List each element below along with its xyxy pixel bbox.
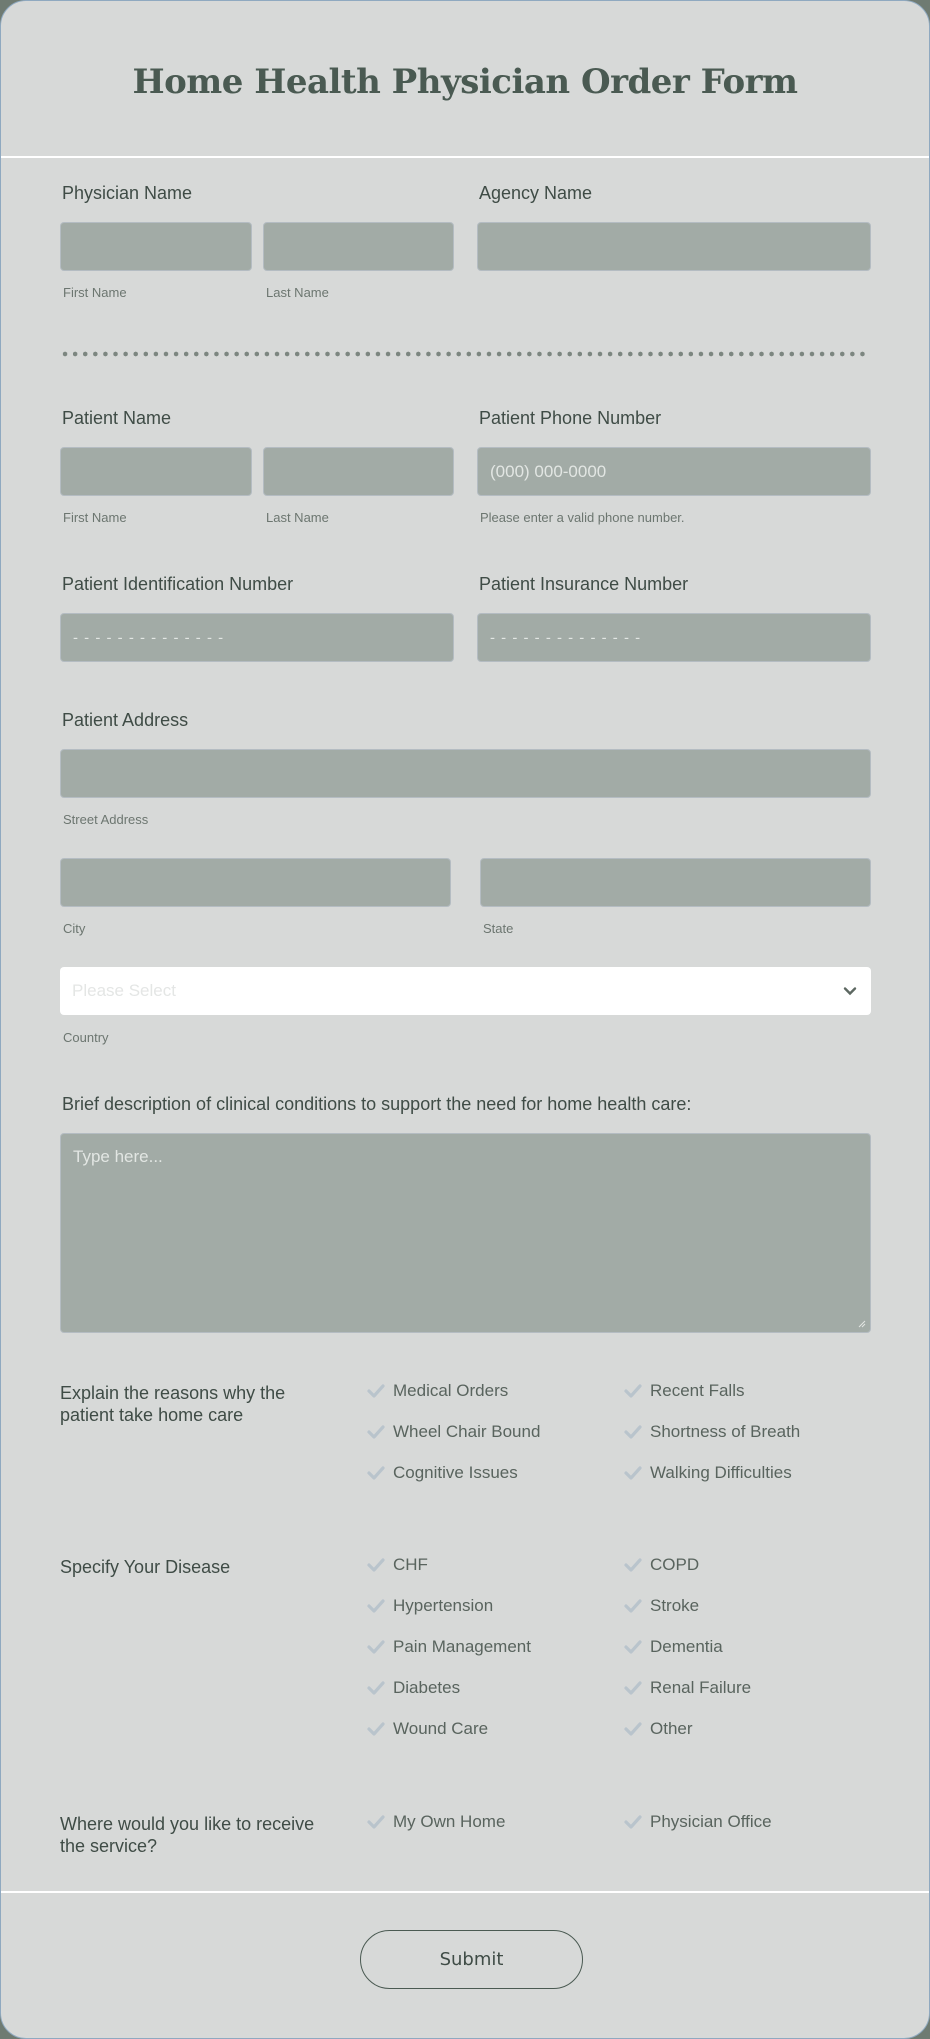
checkmark-icon xyxy=(624,1680,642,1696)
disease-question: Specify Your Disease xyxy=(60,1557,231,1577)
checkbox-option[interactable] xyxy=(624,1812,772,1832)
checkbox-label: Walking Difficulties xyxy=(650,1463,792,1482)
street-address-sublabel: Street Address xyxy=(63,812,149,827)
checkmark-icon xyxy=(624,1383,642,1399)
checkbox-label: Physician Office xyxy=(650,1812,772,1831)
checkbox-option[interactable] xyxy=(367,1422,540,1442)
checkmark-icon xyxy=(624,1424,642,1440)
checkbox-label: Cognitive Issues xyxy=(393,1463,518,1482)
checkmark-icon xyxy=(624,1598,642,1614)
footer-divider xyxy=(1,1891,930,1893)
checkbox-option[interactable] xyxy=(367,1812,505,1832)
page-title: Home Health Physician Order Form xyxy=(132,61,798,102)
physician-last-name-input[interactable] xyxy=(263,222,454,271)
physician-name-label: Physician Name xyxy=(62,183,193,203)
patient-id-placeholder: - - - - - - - - - - - - - - xyxy=(73,629,225,646)
checkmark-icon xyxy=(624,1639,642,1655)
state-sublabel: State xyxy=(483,921,514,936)
checkbox-label: My Own Home xyxy=(393,1812,506,1831)
checkmark-icon xyxy=(367,1465,385,1481)
patient-first-name-input[interactable] xyxy=(60,447,252,496)
checkmark-icon xyxy=(624,1557,642,1573)
patient-phone-input[interactable] xyxy=(477,447,871,496)
checkmark-icon xyxy=(367,1557,385,1573)
city-sublabel: City xyxy=(63,921,86,936)
checkbox-label: Renal Failure xyxy=(650,1678,752,1697)
checkmark-icon xyxy=(624,1721,642,1737)
description-placeholder: Type here... xyxy=(73,1147,163,1166)
country-sublabel: Country xyxy=(63,1030,109,1045)
checkbox-option[interactable] xyxy=(624,1719,693,1739)
description-label: Brief description of clinical conditions to support the need for home health care: xyxy=(62,1094,692,1114)
service-question: Where would you like to receive the service? xyxy=(60,1814,315,1856)
checkmark-icon xyxy=(367,1680,385,1696)
checkbox-label: Dementia xyxy=(650,1637,723,1656)
checkbox-label: Diabetes xyxy=(393,1678,461,1697)
checkbox-label: Other xyxy=(650,1719,693,1738)
checkbox-option[interactable] xyxy=(367,1678,460,1698)
reasons-question: Explain the reasons why the patient take home care xyxy=(60,1383,286,1425)
insurance-input[interactable] xyxy=(477,613,871,662)
checkbox-option[interactable] xyxy=(624,1678,751,1698)
physician-first-name-input[interactable] xyxy=(60,222,252,271)
checkmark-icon xyxy=(367,1383,385,1399)
checkbox-label: Wheel Chair Bound xyxy=(393,1422,541,1441)
patient-name-label: Patient Name xyxy=(62,408,172,428)
checkbox-option[interactable] xyxy=(367,1637,531,1657)
insurance-label: Patient Insurance Number xyxy=(479,574,689,594)
checkbox-option[interactable] xyxy=(367,1555,428,1575)
phone-placeholder: (000) 000-0000 xyxy=(490,461,607,481)
patient-first-name-sublabel: First Name xyxy=(63,510,127,525)
patient-id-label: Patient Identification Number xyxy=(62,574,294,594)
checkbox-label: COPD xyxy=(650,1555,700,1574)
physician-last-name-sublabel: Last Name xyxy=(266,285,329,300)
form-header xyxy=(1,1,929,158)
checkbox-option[interactable] xyxy=(624,1596,699,1616)
description-textarea[interactable] xyxy=(60,1133,871,1333)
checkbox-option[interactable] xyxy=(367,1381,508,1401)
country-select[interactable] xyxy=(60,967,871,1015)
checkmark-icon xyxy=(367,1814,385,1830)
street-address-input[interactable] xyxy=(60,749,871,798)
checkbox-label: Pain Management xyxy=(393,1637,531,1656)
checkbox-label: Shortness of Breath xyxy=(650,1422,801,1441)
submit-button[interactable]: Submit xyxy=(360,1930,583,1989)
patient-id-input[interactable] xyxy=(60,613,454,662)
checkbox-option[interactable] xyxy=(367,1719,488,1739)
checkbox-label: Wound Care xyxy=(393,1719,489,1738)
checkbox-option[interactable] xyxy=(624,1422,800,1442)
country-selected-value: Please Select xyxy=(72,981,176,1000)
checkbox-option[interactable] xyxy=(624,1555,699,1575)
resize-handle-icon[interactable] xyxy=(857,1319,866,1328)
chevron-down-icon xyxy=(843,987,857,996)
state-input[interactable] xyxy=(480,858,871,907)
checkbox-label: Medical Orders xyxy=(393,1381,509,1400)
checkmark-icon xyxy=(367,1721,385,1737)
agency-name-label: Agency Name xyxy=(479,183,593,203)
checkbox-option[interactable] xyxy=(367,1463,518,1483)
checkmark-icon xyxy=(367,1639,385,1655)
physician-first-name-sublabel: First Name xyxy=(63,285,127,300)
checkbox-option[interactable] xyxy=(367,1596,493,1616)
checkbox-option[interactable] xyxy=(624,1381,744,1401)
checkmark-icon xyxy=(624,1465,642,1481)
insurance-placeholder: - - - - - - - - - - - - - - xyxy=(490,629,642,646)
checkmark-icon xyxy=(367,1598,385,1614)
checkbox-label: CHF xyxy=(393,1555,428,1574)
checkmark-icon xyxy=(367,1424,385,1440)
checkbox-label: Stroke xyxy=(650,1596,700,1615)
phone-hint: Please enter a valid phone number. xyxy=(480,510,685,525)
checkmark-icon xyxy=(624,1814,642,1830)
city-input[interactable] xyxy=(60,858,451,907)
checkbox-label: Hypertension xyxy=(393,1596,494,1615)
patient-last-name-input[interactable] xyxy=(263,447,454,496)
patient-address-label: Patient Address xyxy=(62,710,189,730)
patient-last-name-sublabel: Last Name xyxy=(266,510,329,525)
checkbox-label: Recent Falls xyxy=(650,1381,745,1400)
patient-phone-label: Patient Phone Number xyxy=(479,408,662,428)
dotted-divider xyxy=(60,351,870,357)
checkbox-option[interactable] xyxy=(624,1637,723,1657)
agency-name-input[interactable] xyxy=(477,222,871,271)
checkbox-option[interactable] xyxy=(624,1463,792,1483)
